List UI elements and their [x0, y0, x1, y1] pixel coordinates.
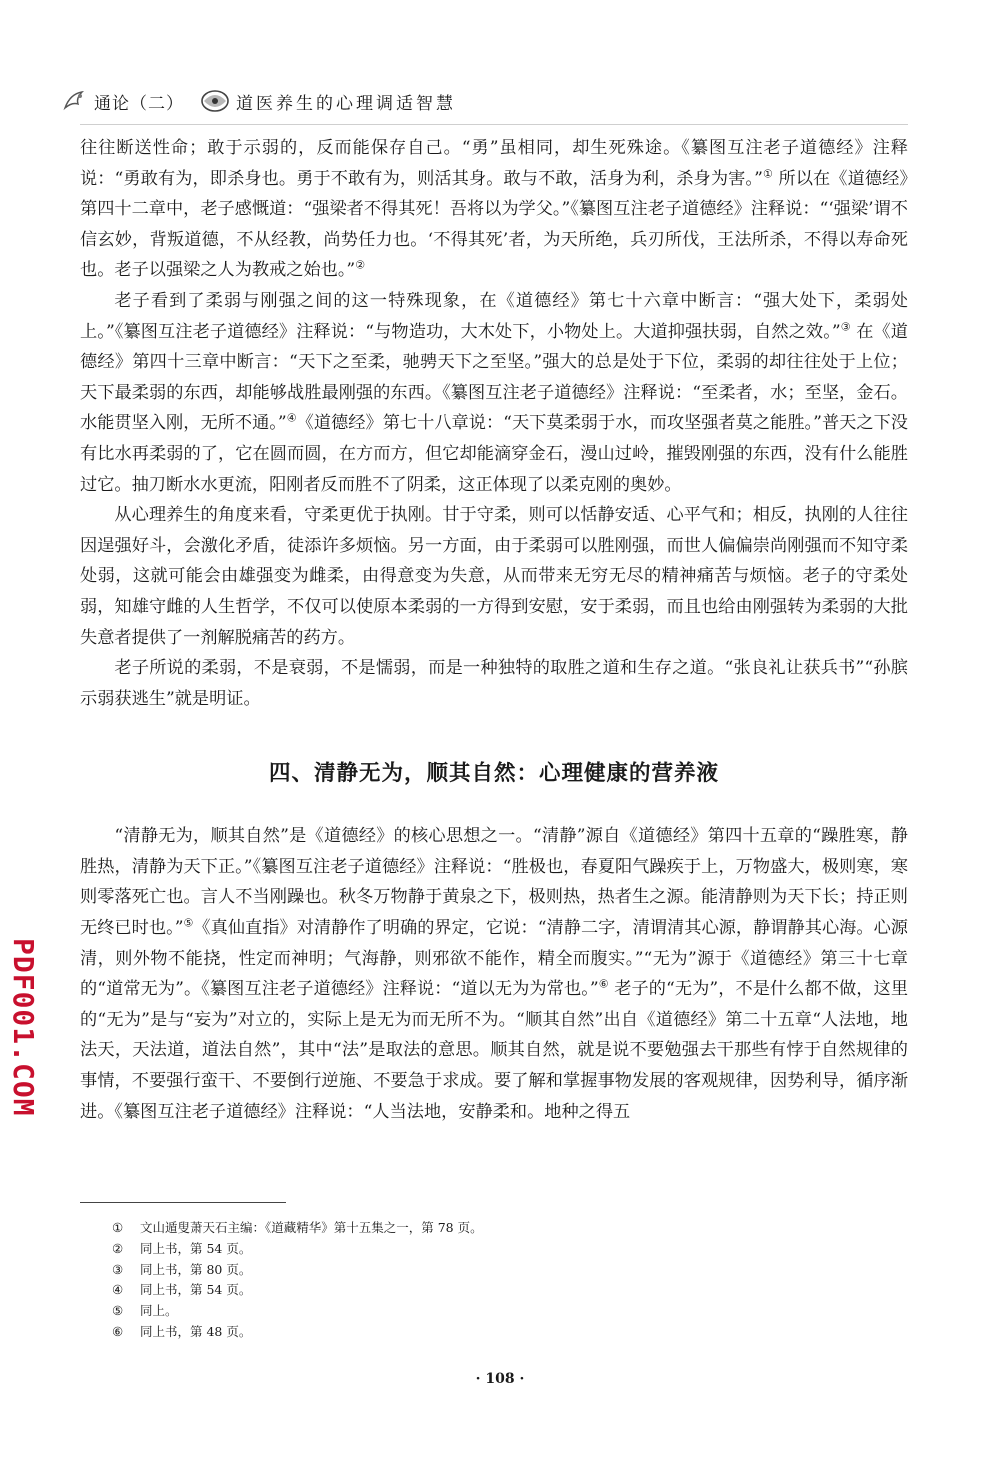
paragraph-text: 在《道德经》第四十三章中断言：“天下之至柔，驰骋天下之至坚。”强大的总是处于下位，柔弱的却往往处于上位；天下最柔弱的东西，却能够战胜最刚强的东西。《纂图互注老子道德经》注释说：“至柔者，水；至坚，金石。水能贯坚入刚，无所不通。”: [80, 321, 908, 434]
paragraph-text: 老子所说的柔弱，不是衰弱，不是懦弱，而是一种独特的取胜之道和生存之道。“张良礼让获兵书”“孙膑示弱获逃生”就是明证。: [80, 658, 908, 709]
body-paragraph: [80, 500, 908, 653]
decorative-scroll-icon: [62, 88, 88, 114]
footnote-divider: [80, 1202, 286, 1203]
watermark: PDF001.COM: [7, 938, 40, 1117]
footnote-text: 同上书，第 80 页。: [140, 1261, 252, 1277]
body-paragraph: [80, 821, 908, 1127]
paragraph-text: 老子的“无为”，不是什么都不做，这里的“无为”是与“妄为”对立的，实际上是无为而无所不为。“顺其自然”出自《道德经》第二十五章“人法地，地法天，天法道，道法自然”，其中“法”是取法的意思。顺其自然，就是说不要勉强去干那些有悖于自然规律的事情，不要强行蛮干、不要倒行逆施、不要急于求成。要了解和掌握事物发展的客观规律，因势利导，循序渐进。《纂图互注老子道德经》注释说：“人当法地，安静柔和。地种之得五: [80, 979, 909, 1122]
footnote-text: 文山遁叟萧天石主编：《道藏精华》第十五集之一，第 78 页。: [140, 1220, 483, 1235]
paragraph-text: 所以在《道德经》第四十二章中，老子感慨道：“强梁者不得其死！吾将以为学父。”《纂图互注老子道德经》注释说：“‘强梁’谓不信玄妙，背叛道德，不从经教，尚势任力也。‘不得其死’者，为天所绝，兵刃所伐，王法所杀，不得以寿命死也。老子以强梁之人为教戒之始也。”: [80, 168, 908, 281]
footnote-reference: ②: [355, 258, 366, 272]
footnote-text: 同上书，第 54 页。: [140, 1240, 252, 1256]
section-title: 四、清静无为，顺其自然：心理健康的营养液: [268, 761, 719, 787]
running-header: [62, 84, 456, 118]
footnote-reference: ①: [762, 166, 773, 180]
paragraph-text: 从心理养生的角度来看，守柔更优于执刚。甘于守柔，则可以恬静安适、心平气和；相反，执刚的人往往因逞强好斗，会激化矛盾，徒添许多烦恼。另一方面，由于柔弱可以胜刚强，而世人偏偏崇尚刚强而不知守柔处弱，这就可能会由雄强变为雌柔，由得意变为失意，从而带来无穷无尽的精神痛苦与烦恼。老子的守柔处弱，知雄守雌的人生哲学，不仅可以使原本柔弱的一方得到安慰，安于柔弱，而且也给由刚强转为柔弱的大批失意者提供了一剂解脱痛苦的药方。: [80, 505, 908, 648]
footnote-mark: ⑤: [112, 1303, 124, 1319]
page-number: · 108 ·: [475, 1371, 525, 1387]
paragraphs-before-section: [80, 133, 908, 714]
paragraphs-after-section: [80, 821, 908, 1127]
body-paragraph: [80, 653, 908, 714]
footnote-reference: ⑤: [183, 916, 194, 930]
footnotes: [112, 1218, 712, 1343]
footnote-reference: ⑥: [598, 977, 609, 991]
paragraph-text: 《道德经》第七十八章说：“天下莫柔弱于水，而攻坚强者莫之能胜。”普天之下没有比水再柔弱的了，它在圆而圆，在方而方，但它却能滴穿金石，漫山过岭，摧毁刚强的东西，没有什么能胜过它。抽刀断水水更流，阳刚者反而胜不了阴柔，这正体现了以柔克刚的奥妙。: [80, 413, 908, 495]
footnote-text: 同上书，第 54 页。: [140, 1282, 252, 1298]
footnote-text: 同上。: [140, 1303, 178, 1319]
footnote-mark: ②: [112, 1240, 124, 1256]
chapter-label: 通论（二）: [94, 93, 184, 114]
footnote-mark: ④: [112, 1282, 124, 1298]
body-paragraph: [80, 133, 908, 286]
footnote-reference: ③: [840, 319, 851, 333]
footnote-item: [112, 1280, 712, 1301]
book-title: 道医养生的心理调适智慧: [236, 93, 456, 114]
footnote-mark: ①: [112, 1220, 124, 1235]
footnote-mark: ⑥: [112, 1323, 124, 1339]
footnote-item: [112, 1301, 712, 1322]
paragraph-text: 往往断送性命；敢于示弱的，反而能保存自己。“勇”虽相同，却生死殊途。《纂图互注老子道德经》注释说：“勇敢有为，即杀身也。勇于不敢有为，则活其身。敢与不敢，活身为利，杀身为害。”: [80, 138, 908, 189]
body-paragraph: [80, 286, 908, 500]
paragraph-text: 老子看到了柔弱与刚强之间的这一特殊现象，在《道德经》第七十六章中断言：“强大处下，柔弱处上。”《纂图互注老子道德经》注释说：“与物造功，大木处下，小物处上。大道抑强扶弱，自然之效。”: [80, 290, 908, 342]
footnote-reference: ④: [286, 411, 297, 425]
paragraph-text: “清静无为，顺其自然”是《道德经》的核心思想之一。“清静”源自《道德经》第四十五章的“躁胜寒，静胜热，清静为天下正。”《纂图互注老子道德经》注释说：“胜极也，春夏阳气躁疾于上，万物盛大，极则寒，寒则零落死亡也。言人不当刚躁也。秋冬万物静于黄泉之下，极则热，热者生之源。能清静则为天下长；持正则无终已时也。”: [80, 826, 908, 939]
paragraph-text: 《真仙直指》对清静作了明确的界定，它说：“清静二字，清谓清其心源，静谓静其心海。心源清，则外物不能挠，性定而神明；气海静，则邪欲不能作，精全而腹实。”“无为”源于《道德经》第三十七章的“道常无为”。《纂图互注老子道德经》注释说：“道以无为为常也。”: [80, 918, 908, 1000]
header-divider: [80, 124, 908, 125]
footnote-item: [112, 1260, 712, 1281]
footnote-text: 同上书，第 48 页。: [140, 1323, 252, 1339]
footnote-item: [112, 1239, 712, 1260]
main-text: [80, 133, 908, 1127]
footnote-mark: ③: [112, 1261, 124, 1277]
footnote-item: [112, 1322, 712, 1343]
decorative-emblem-icon: [198, 87, 232, 115]
footnote-item: [112, 1218, 712, 1239]
